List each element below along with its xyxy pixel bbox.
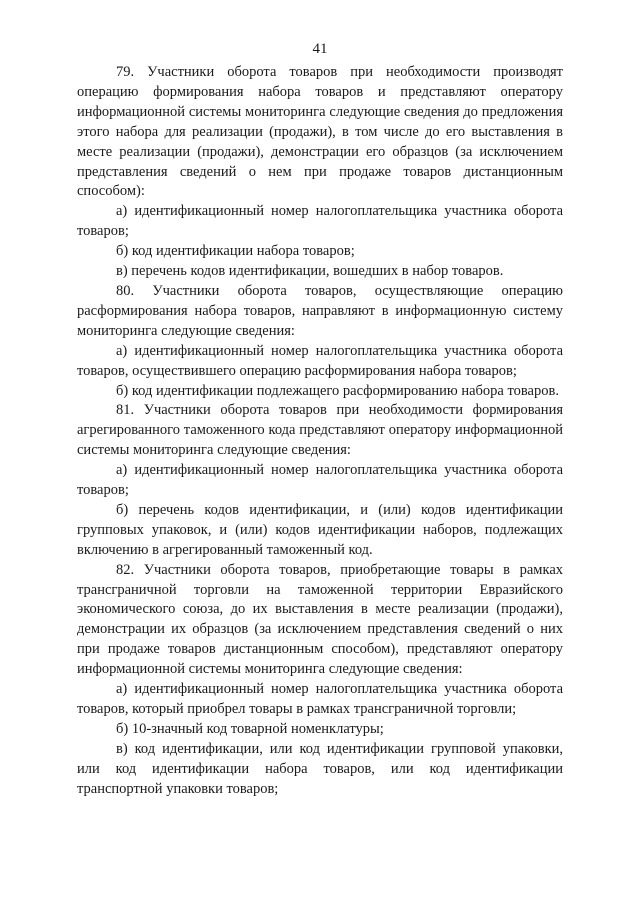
- paragraph-81: 81. Участники оборота товаров при необходимости формирования агрегированного таможенного кода представляют оператору информационной системы мониторинга следующие сведения:: [77, 402, 563, 459]
- paragraph-82-item-v: в) код идентификации, или код идентификации групповой упаковки, или код идентификации набора товаров, или код идентификации транспортной упаковки товаров;: [77, 740, 563, 797]
- paragraph-82-item-a: а) идентификационный номер налогоплательщика участника оборота товаров, который приобрел товары в рамках трансграничной торговли;: [77, 681, 563, 717]
- paragraph-82-item-b: б) 10-значный код товарной номенклатуры;: [116, 720, 384, 737]
- paragraph-82: 82. Участники оборота товаров, приобретающие товары в рамках трансграничной торговли на таможенной территории Евразийского экономического союза, до их выставления в месте реализации (продажи), демонстрации их образцов (за исключением представления сведений о них при продаже товаров дистанционным способом), представляют оператору информационной системы мониторинга следующие сведения:: [77, 561, 563, 678]
- paragraph-80: 80. Участники оборота товаров, осуществляющие операцию расформирования набора товаров, направляют в информационную систему мониторинга следующие сведения:: [77, 282, 563, 339]
- paragraph-81-item-a: а) идентификационный номер налогоплательщика участника оборота товаров;: [77, 462, 563, 499]
- document-body: [77, 63, 563, 800]
- page-number: 41: [312, 41, 328, 57]
- paragraph-79: 79. Участники оборота товаров при необходимости производят операцию формирования набора товаров и представляют оператору информационной системы мониторинга следующие сведения до предложения этого набора для реализации (продажи), в том числе до его выставления в месте реализации (продажи), демонстрации его образцов (за исключением представления сведений о нем при продаже товаров дистанционным способом):: [77, 64, 563, 200]
- paragraph-80-item-b: б) код идентификации подлежащего расформированию набора товаров.: [116, 382, 559, 399]
- paragraph-79-item-b: б) код идентификации набора товаров;: [116, 243, 355, 260]
- paragraph-79-item-v: в) перечень кодов идентификации, вошедших в набор товаров.: [116, 263, 504, 280]
- paragraph-80-item-a: а) идентификационный номер налогоплательщика участника оборота товаров, осуществившего операцию расформирования набора товаров;: [77, 342, 563, 379]
- paragraph-79-item-a: а) идентификационный номер налогоплательщика участника оборота товаров;: [77, 203, 563, 240]
- paragraph-81-item-b: б) перечень кодов идентификации, и (или) кодов идентификации групповых упаковок, и (или) кодов идентификации наборов, подлежащих включению в агрегированный таможенный код.: [77, 501, 563, 558]
